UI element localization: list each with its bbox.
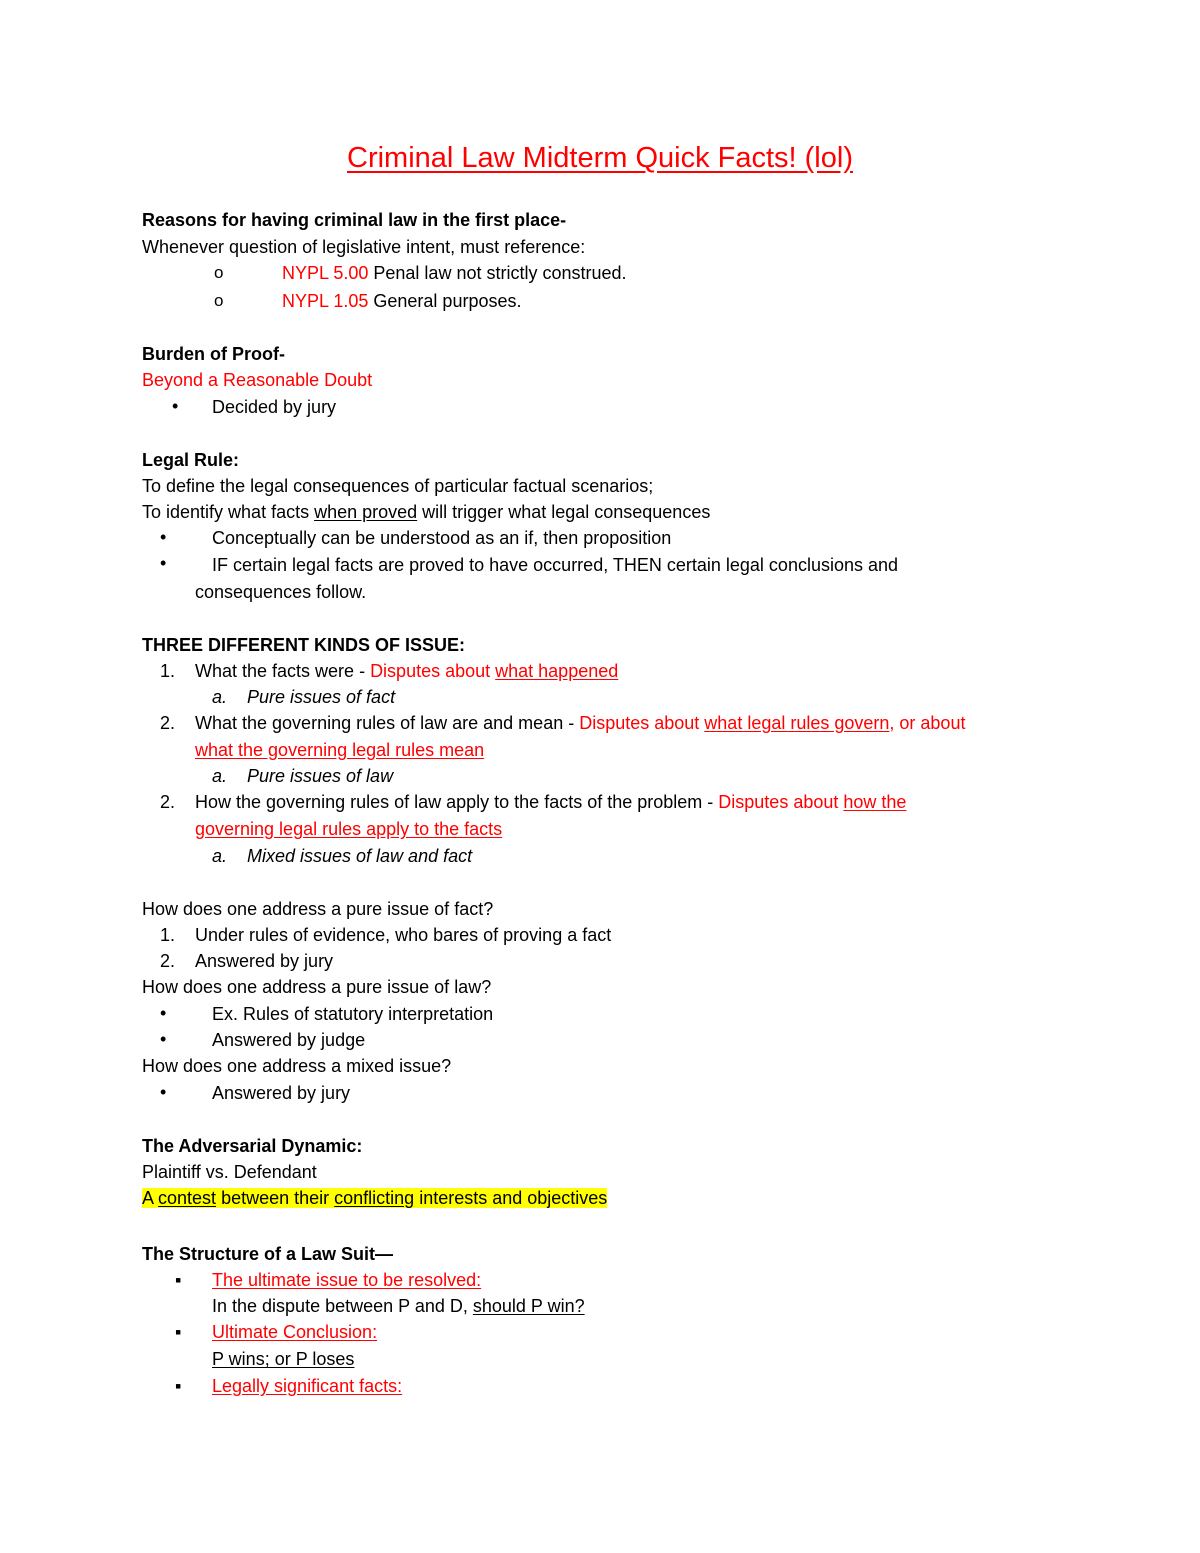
text-run: between their [216,1188,335,1208]
text-run: How the governing rules of law apply to the facts of the problem - [195,792,719,812]
reasons-item-2 [282,290,521,312]
statute-desc: Penal law not strictly construed. [368,263,627,283]
question-fact-answer-1: Under rules of evidence, who bares of proving a fact [195,925,612,945]
circle-bullet-icon: o [214,291,224,310]
circle-bullet-icon: o [214,263,224,282]
adversarial-highlight [142,1187,607,1209]
document-title: Criminal Law Midterm Quick Facts! (lol) [347,142,853,174]
bullet-icon: • [160,1082,167,1102]
burden-heading: Burden of Proof- [142,344,285,364]
structure-item-2-sub: P wins; or P loses [212,1349,355,1369]
structure-item-3: Legally significant facts: [212,1376,403,1396]
issue-sub-1: Pure issues of fact [247,687,396,707]
underlined-run: when proved [314,502,418,522]
list-number: 2. [160,951,176,971]
legal-rule-bullet-2: IF certain legal facts are proved to have occurred, THEN certain legal conclusions and [212,555,899,575]
reasons-heading: Reasons for having criminal law in the first place- [142,210,567,230]
question-law-answer-2: Answered by judge [212,1030,366,1050]
text-run: A [142,1188,159,1208]
text-run: In the dispute between P and D, [212,1296,473,1316]
issue-item-3 [195,791,906,813]
bullet-icon: • [160,527,167,547]
question-mixed: How does one address a mixed issue? [142,1056,452,1076]
list-number: 1. [160,925,176,945]
issue-item-3-cont: governing legal rules apply to the facts [195,819,503,839]
issue-sub-3: Mixed issues of law and fact [247,846,473,866]
red-underlined-run: what happened [495,661,619,681]
red-run: Disputes about [579,713,705,733]
issue-item-2 [195,712,965,734]
text-run: interests and objectives [414,1188,608,1208]
text-run: To identify what facts [142,502,315,522]
structure-item-2: Ultimate Conclusion: [212,1322,378,1342]
text-run: What the facts were - [195,661,371,681]
bullet-icon: • [160,1003,167,1023]
list-number: 2. [160,792,176,812]
three-kinds-heading: THREE DIFFERENT KINDS OF ISSUE: [142,635,466,655]
adversarial-parties: Plaintiff vs. Defendant [142,1162,317,1182]
question-law-answer-1: Ex. Rules of statutory interpretation [212,1004,494,1024]
statute-desc: General purposes. [368,291,522,311]
structure-item-1-sub [212,1295,585,1317]
legal-rule-bullet-1: Conceptually can be understood as an if, then proposition [212,528,672,548]
red-run: Disputes about [370,661,496,681]
square-bullet-icon: ▪ [175,1270,182,1290]
red-underlined-run: how the [843,792,907,812]
list-number: 2. [160,713,176,733]
highlight-run [142,1188,607,1208]
list-letter: a. [212,687,228,707]
list-letter: a. [212,766,228,786]
underlined-run: should P win? [472,1296,585,1316]
bullet-icon: • [172,396,179,416]
question-fact-answer-2: Answered by jury [195,951,334,971]
structure-heading: The Structure of a Law Suit— [142,1244,394,1264]
underlined-run: conflicting [334,1188,415,1208]
burden-item: Decided by jury [212,397,337,417]
bullet-icon: • [160,553,167,573]
structure-item-1: The ultimate issue to be resolved: [212,1270,482,1290]
legal-rule-bullet-2-cont: consequences follow. [195,582,367,602]
text-run: will trigger what legal consequences [417,502,711,522]
question-law: How does one address a pure issue of law? [142,977,492,997]
statute-code: NYPL 1.05 [282,291,369,311]
issue-item-1 [195,660,618,682]
issue-sub-2: Pure issues of law [247,766,394,786]
adversarial-heading: The Adversarial Dynamic: [142,1136,363,1156]
red-underlined-run: what legal rules govern [704,713,890,733]
bullet-icon: • [160,1029,167,1049]
reasons-intro: Whenever question of legislative intent, must reference: [142,237,586,257]
reasons-item-1 [282,262,627,284]
underlined-run: contest [158,1188,217,1208]
legal-rule-line-1: To define the legal consequences of particular factual scenarios; [142,476,654,496]
list-number: 1. [160,661,176,681]
red-run: Disputes about [718,792,844,812]
text-run: What the governing rules of law are and mean - [195,713,580,733]
issue-item-2-cont: what the governing legal rules mean [195,740,485,760]
legal-rule-heading: Legal Rule: [142,450,240,470]
square-bullet-icon: ▪ [175,1322,182,1342]
question-mixed-answer-1: Answered by jury [212,1083,351,1103]
question-fact: How does one address a pure issue of fact? [142,899,494,919]
square-bullet-icon: ▪ [175,1376,182,1396]
list-letter: a. [212,846,228,866]
statute-code: NYPL 5.00 [282,263,369,283]
legal-rule-line-2 [142,501,710,523]
burden-standard: Beyond a Reasonable Doubt [142,370,373,390]
red-run: , or about [889,713,966,733]
